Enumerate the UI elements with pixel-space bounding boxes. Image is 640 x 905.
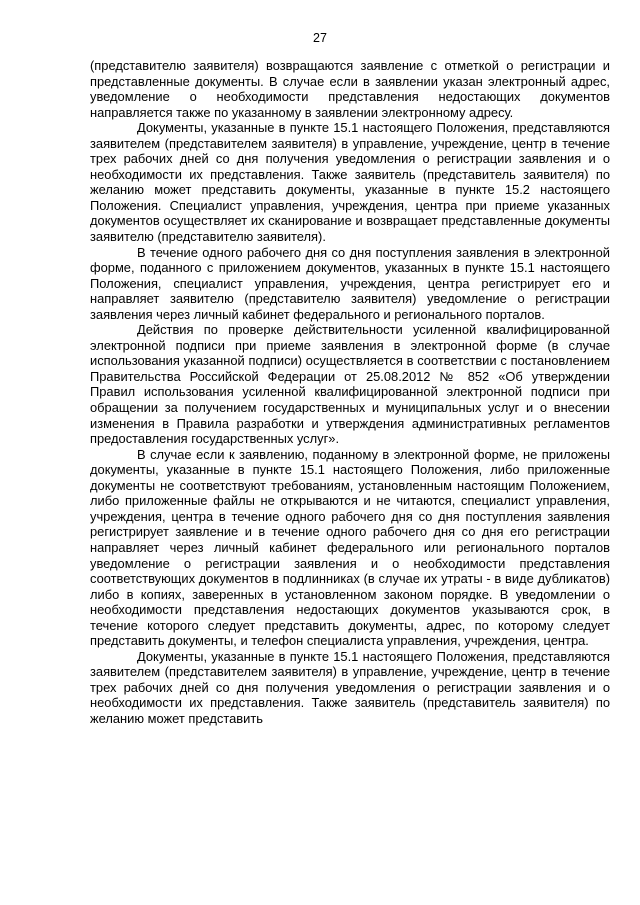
paragraph-signature-verification: Действия по проверке действительности усиленной квалифицированной электронной подписи при приеме заявления в электронной форме (в случае использования указанной подписи) осуществляется в соответствии с постановлением Правительства Российской Федерации от 25.08.2012 № 852 «Об утверждении Правил использования усиленной квалифицированной электронной подписи при обращении за получением государственных и муниципальных услуг и о внесении изменения в Правила разработки и утверждения административных регламентов предоставления государственных услуг». bbox=[90, 322, 610, 447]
document-body bbox=[90, 58, 610, 727]
paragraph-missing-documents: В случае если к заявлению, поданному в электронной форме, не приложены документы, указанные в пункте 15.1 настоящего Положения, либо приложенные документы не соответствуют требованиям, установленным настоящим Положением, либо приложенные файлы не открываются и не читаются, специалист управления, учреждения, центра в течение одного рабочего дня со дня поступления заявления регистрирует заявление и в течение одного рабочего дня со дня его регистрации направляет через личный кабинет федерального или регионального порталов уведомление о регистрации заявления и о необходимости представления соответствующих документов в подлинниках (в случае их утраты - в виде дубликатов) либо в копиях, заверенных в установленном законом порядке. В уведомлении о необходимости представления недостающих документов указываются срок, в течение которого следует представить документы, адрес, по которому следует представить документы, и телефон специалиста управления, учреждения, центра. bbox=[90, 446, 610, 649]
paragraph-continuation: (представителю заявителя) возвращаются заявление с отметкой о регистрации и представленные документы. В случае если в заявлении указан электронный адрес, уведомление о необходимости представления недостающих документов направляется также по указанному в заявлении электронному адресу. bbox=[90, 58, 610, 120]
page-number: 27 bbox=[313, 31, 327, 45]
paragraph-documents-submission: Документы, указанные в пункте 15.1 настоящего Положения, представляются заявителем (представителем заявителя) в управление, учреждение, центр в течение трех рабочих дней со дня получения уведомления о регистрации заявления и о необходимости их представления. Также заявитель (представитель заявителя) по желанию может представить документы, указанные в пункте 15.2 настоящего Положения. Специалист управления, учреждения, центра при приеме указанных документов осуществляет их сканирование и возвращает представленные документы заявителю (представителю заявителя). bbox=[90, 120, 610, 245]
paragraph-registration-timeline: В течение одного рабочего дня со дня поступления заявления в электронной форме, поданного с приложением документов, указанных в пункте 15.1 настоящего Положения, специалист управления, учреждения, центра регистрирует его и направляет заявителю (представителю заявителя) уведомление о регистрации заявления через личный кабинет федерального и регионального порталов. bbox=[90, 244, 610, 322]
paragraph-documents-submission-repeat: Документы, указанные в пункте 15.1 настоящего Положения, представляются заявителем (представителем заявителя) в управление, учреждение, центр в течение трех рабочих дней со дня получения уведомления о регистрации заявления и о необходимости их представления. Также заявитель (представитель заявителя) по желанию может представить bbox=[90, 648, 610, 726]
